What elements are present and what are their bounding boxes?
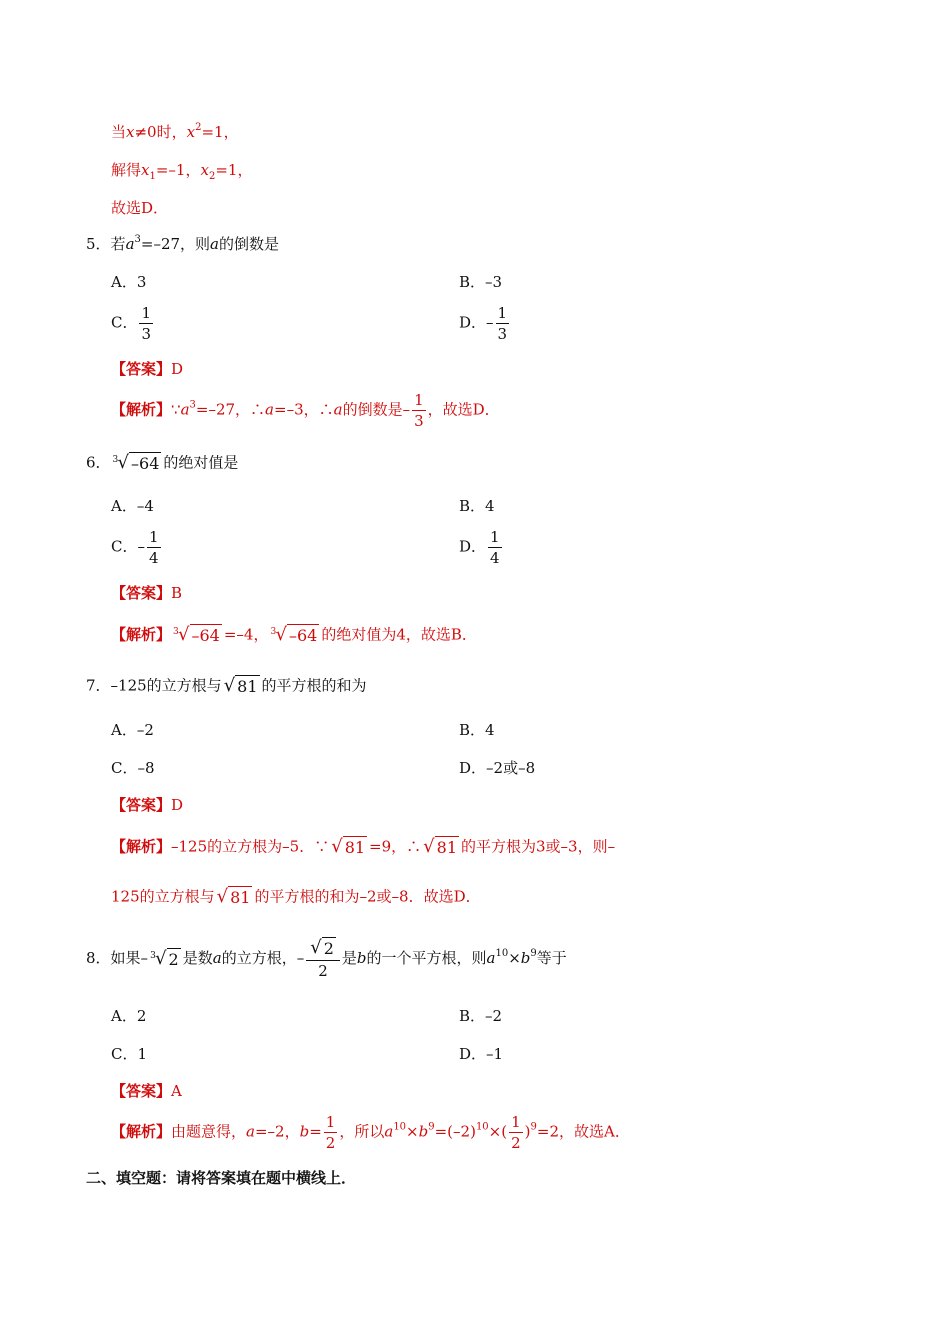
q5-option-a: A．3 [111,273,147,291]
q7-option-b: B．4 [459,721,495,739]
cube-root: 3 √ –64 [173,624,220,645]
square-root: √ 81 [423,836,458,857]
q5-explanation: 【解析】$\because a^3=-27$，∴a=–3，∴a的倒数是– $\frac{1}{3}$ ，故选D． [111,391,500,430]
q7-option-c: C．–8 [111,759,155,777]
question-5: 5．若$a^3=-27$，则a的倒数是 [86,234,280,253]
square-root: √ 81 [216,886,251,907]
question-7: 7．–125的立方根与 √ 81 的平方根的和为 [86,675,367,696]
question-6: 6． 3 √ –64 的绝对值是 [86,452,239,473]
square-root: √ 81 [223,675,258,696]
q7-explanation-line-2: 125的立方根与 √ 81 的平方根的和为–2或–8．故选D． [111,886,481,907]
q8-option-c: C．1 [111,1045,148,1063]
cube-root: 3 √ –64 [270,624,318,645]
solution-line-2: 解得$x_1=-1$，$x_2=1$， [111,161,253,182]
solution-line-3: 故选D． [111,199,169,217]
question-8: 8．如果– 3 √ 2 是数a的立方根，– √ 2 2 是b的一个平方根，则$a^{10}\times b^9$等于 [86,937,567,980]
q7-option-a: A．–2 [111,721,154,739]
q6-answer: 【答案】B [111,584,183,602]
q7-option-d: D．–2或–8 [459,759,536,777]
q6-option-d: D． $\frac{1}{4}$ [459,528,500,567]
q5-option-c: C． $\frac{1}{3}$ [111,304,152,343]
q6-option-c: C．– $\frac{1}{4}$ [111,528,159,567]
q5-option-d: D．– $\frac{1}{3}$ [459,304,508,343]
solution-line-1: 当x≠0时，$x^2=1$， [111,122,239,141]
q8-option-b: B．–2 [459,1007,503,1025]
q5-option-b: B．–3 [459,273,503,291]
square-root: √ 81 [331,836,366,857]
square-root: √ 2 [310,937,334,958]
q7-answer: 【答案】D [111,796,184,814]
q8-explanation: 【解析】由题意得，a=–2，b= $\frac{1}{2}$ ，所以$a^{10}\times b^9=(-2)^{10}\times$( $\frac{1}{2}$ )$^9$=2，故选A． [111,1113,630,1152]
q8-option-a: A．2 [111,1007,147,1025]
cube-root: 3 √ –64 [112,452,160,473]
section-heading-fill-in: 二、填空题：请将答案填在题中横线上． [86,1169,357,1187]
q6-option-a: A．–4 [111,497,154,515]
q7-explanation-line-1: 【解析】–125的立方根为–5．∵ √ 81 =9，∴ √ 81 的平方根为3或–3，则– [111,836,616,857]
q8-answer: 【答案】A [111,1082,182,1100]
cube-root: 3 √ 2 [150,947,179,969]
q8-option-d: D．–1 [459,1045,504,1063]
q5-answer: 【答案】D [111,360,184,378]
q6-option-b: B．4 [459,497,495,515]
q6-explanation: 【解析】 3 √ –64 =–4， 3 √ –64 的绝对值为4，故选B． [111,624,477,645]
